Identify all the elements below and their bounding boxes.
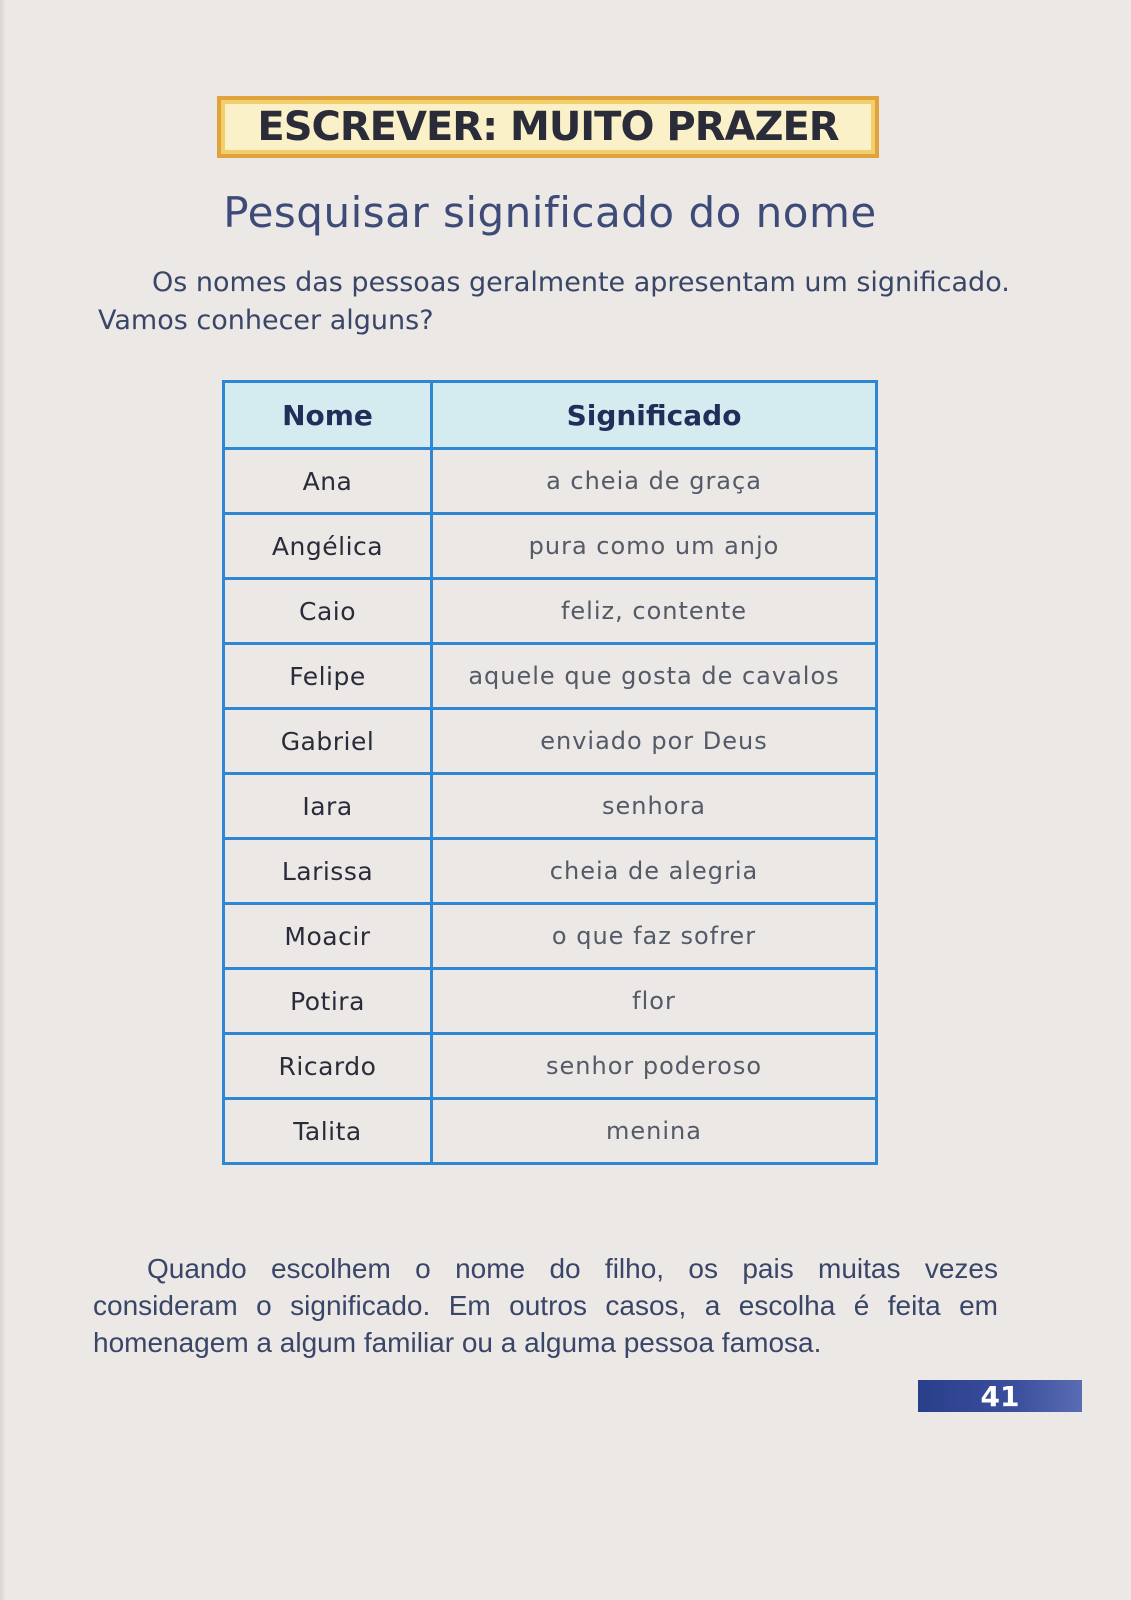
meaning-cell: flor [432, 969, 877, 1034]
section-banner-inner [225, 104, 871, 150]
meaning-cell: o que faz sofrer [432, 904, 877, 969]
page-number: 41 [980, 1379, 1020, 1413]
table-row [224, 774, 877, 839]
meaning-cell: aquele que gosta de cavalos [432, 644, 877, 709]
meaning-cell: feliz, contente [432, 579, 877, 644]
section-banner [217, 96, 879, 158]
name-cell: Angélica [224, 514, 432, 579]
table-row [224, 514, 877, 579]
table-row [224, 709, 877, 774]
meaning-cell: enviado por Deus [432, 709, 877, 774]
name-cell: Iara [224, 774, 432, 839]
header-nome: Nome [224, 382, 432, 449]
table-row [224, 579, 877, 644]
name-cell: Caio [224, 579, 432, 644]
meaning-cell: a cheia de graça [432, 449, 877, 514]
table-row [224, 904, 877, 969]
table-row [224, 1034, 877, 1099]
table-row [224, 644, 877, 709]
table-row [224, 1099, 877, 1164]
page-edge [0, 0, 6, 1600]
intro-line-1: Os nomes das pessoas geralmente apresentam um significado. [152, 267, 1010, 298]
page-number-badge [918, 1380, 1082, 1412]
table-row [224, 449, 877, 514]
meaning-cell: pura como um anjo [432, 514, 877, 579]
section-title: ESCREVER: MUITO PRAZER [257, 104, 839, 150]
name-cell: Potira [224, 969, 432, 1034]
name-cell: Ricardo [224, 1034, 432, 1099]
name-cell: Ana [224, 449, 432, 514]
meaning-cell: senhora [432, 774, 877, 839]
header-significado: Significado [432, 382, 877, 449]
meaning-cell: cheia de alegria [432, 839, 877, 904]
intro-paragraph [98, 264, 1018, 340]
name-cell: Gabriel [224, 709, 432, 774]
table-row [224, 969, 877, 1034]
table-header-row [224, 382, 877, 449]
closing-text: Quando escolhem o nome do filho, os pais muitas vezes consideram o significado. Em outros casos, a escolha é feita em homenagem a algum familiar ou a alguma pessoa famosa. [93, 1253, 998, 1358]
meaning-cell: senhor poderoso [432, 1034, 877, 1099]
name-cell: Felipe [224, 644, 432, 709]
page-subtitle: Pesquisar significado do nome [223, 188, 877, 237]
table-row [224, 839, 877, 904]
name-cell: Larissa [224, 839, 432, 904]
intro-line-2: Vamos conhecer alguns? [98, 305, 434, 336]
name-cell: Talita [224, 1099, 432, 1164]
name-cell: Moacir [224, 904, 432, 969]
closing-paragraph [93, 1250, 998, 1361]
names-meaning-table [222, 380, 878, 1165]
meaning-cell: menina [432, 1099, 877, 1164]
